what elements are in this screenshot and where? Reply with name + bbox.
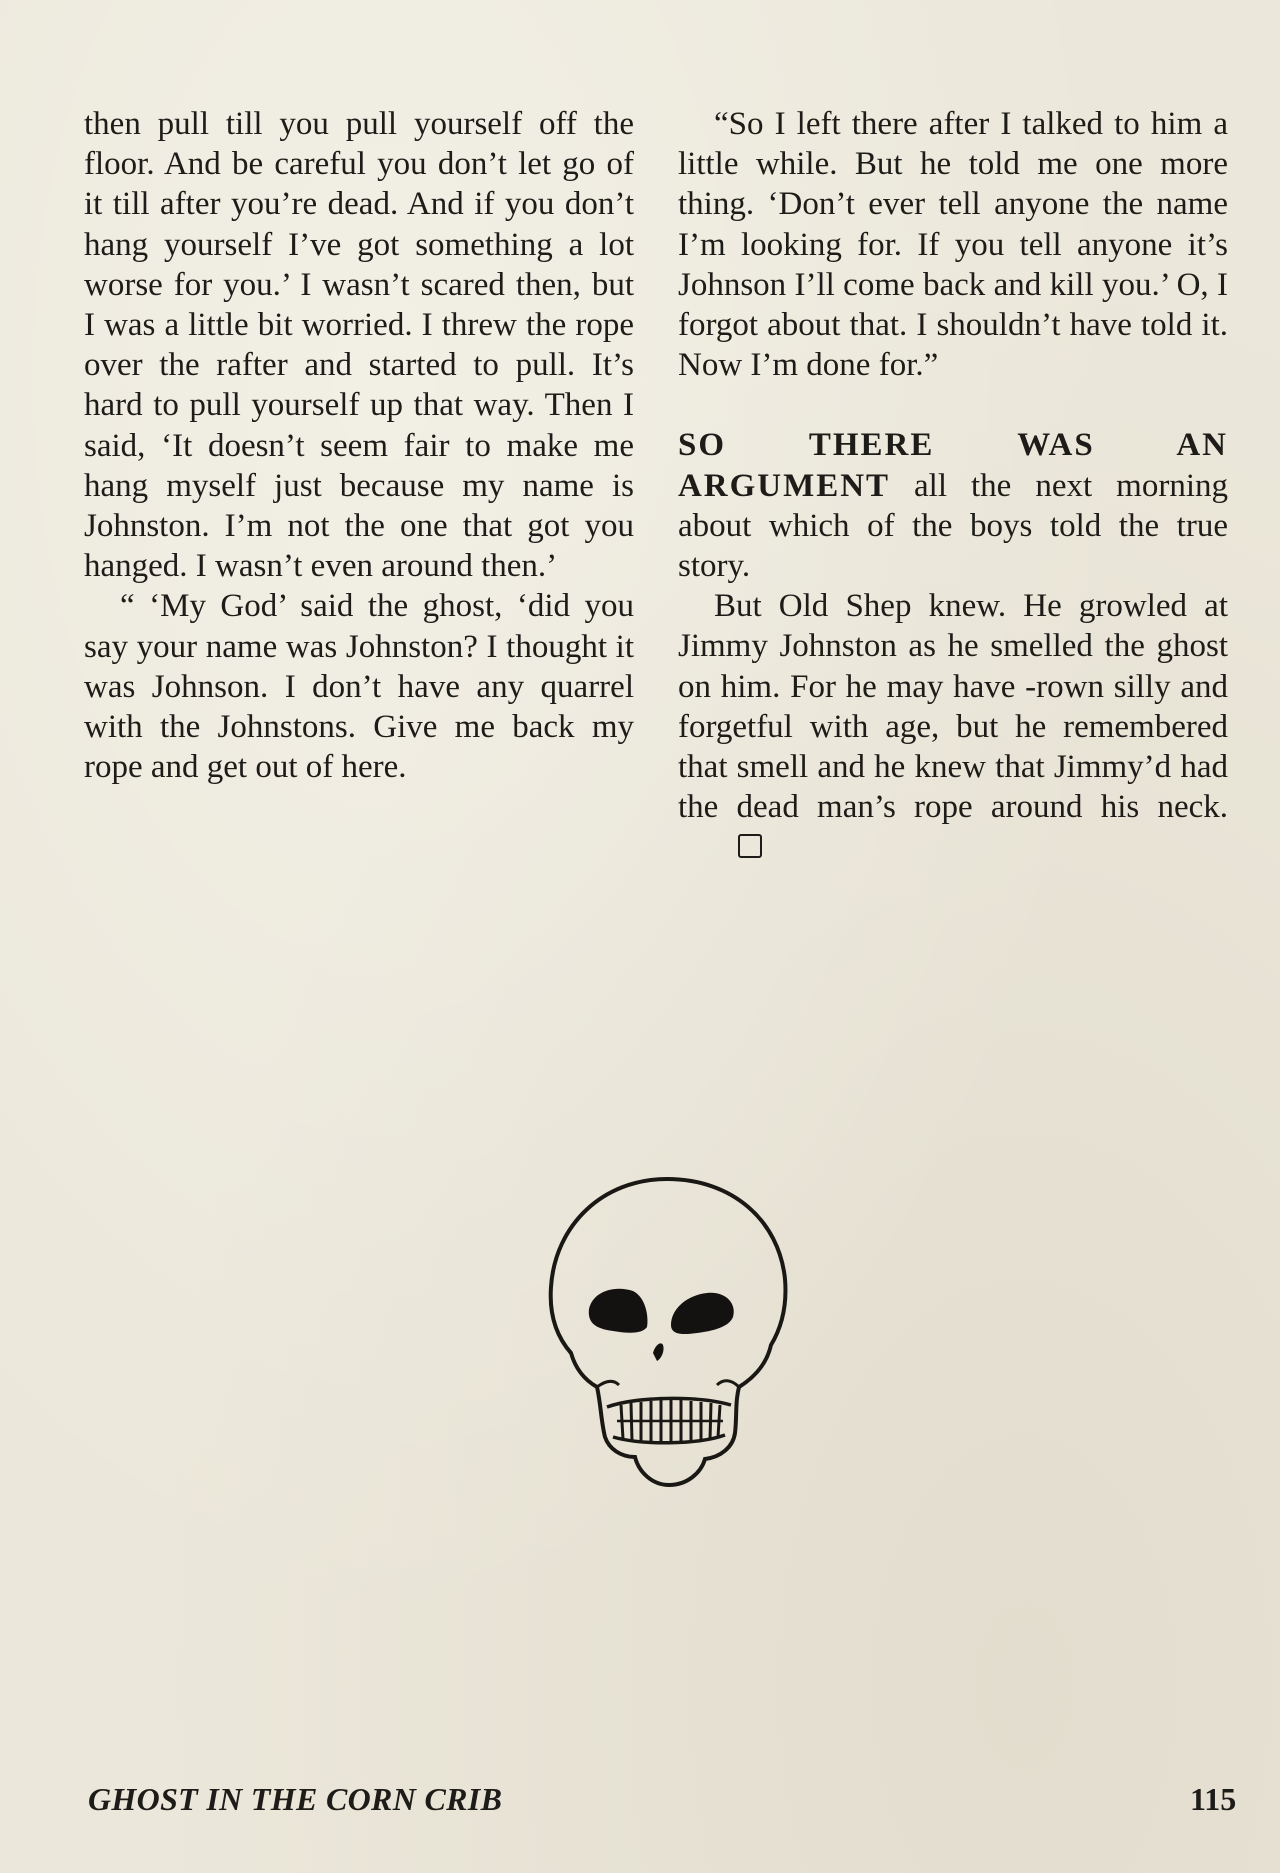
closing-text: But Old Shep knew. He growled at Jimmy Johnston as he smelled the ghost on him. For he may have -rown silly and forgetful with age, but he remembered that smell and he knew that Jimmy’d had the dead man’s rope around his neck. [678,588,1228,826]
right-paragraph-1: “So I left there after I talked to him a little while. But he told me one more thing. ‘Don’t ever tell anyone the name I’m looking for. If you tell anyone it’s Johnson I’ll come back and kill you.’ O, I forgot about that. I shouldn’t have told it. Now I’m done for.” [678,106,1228,384]
running-footer-title: GHOST IN THE CORN CRIB [88,1781,503,1817]
right-section-paragraph [678,425,1228,586]
section-lead-text: all the next morning about which of the boys told the true story. [678,467,1228,585]
right-paragraph-3 [678,586,1228,867]
skull-icon [545,1175,790,1490]
left-paragraph-2: “ ‘My God’ said the ghost, ‘did you say your name was Johnston? I thought it was Johnson. I don’t have any quarrel with the Johnstons. Give me back my rope and get out of here. [84,588,634,786]
right-column [678,104,1228,868]
section-lead-in: SO THERE WAS AN ARGUMENT [678,427,1228,504]
page-number: 115 [1190,1781,1237,1817]
left-paragraph-1: then pull till you pull yourself off the floor. And be careful you don’t let go of it till after you’re dead. And if you don’t hang yourself I’ve got something a lot worse for you.’ I wasn’t scared then, but I was a little bit worried. I threw the rope over the rafter and started to pull. It’s hard to pull yourself up that way. Then I said, ‘It doesn’t seem fair to make me hang myself just because my name is Johnston. I’m not the one that got you hanged. I wasn’t even around then.’ [84,106,634,585]
end-mark-icon [738,834,762,858]
left-column [84,104,634,787]
